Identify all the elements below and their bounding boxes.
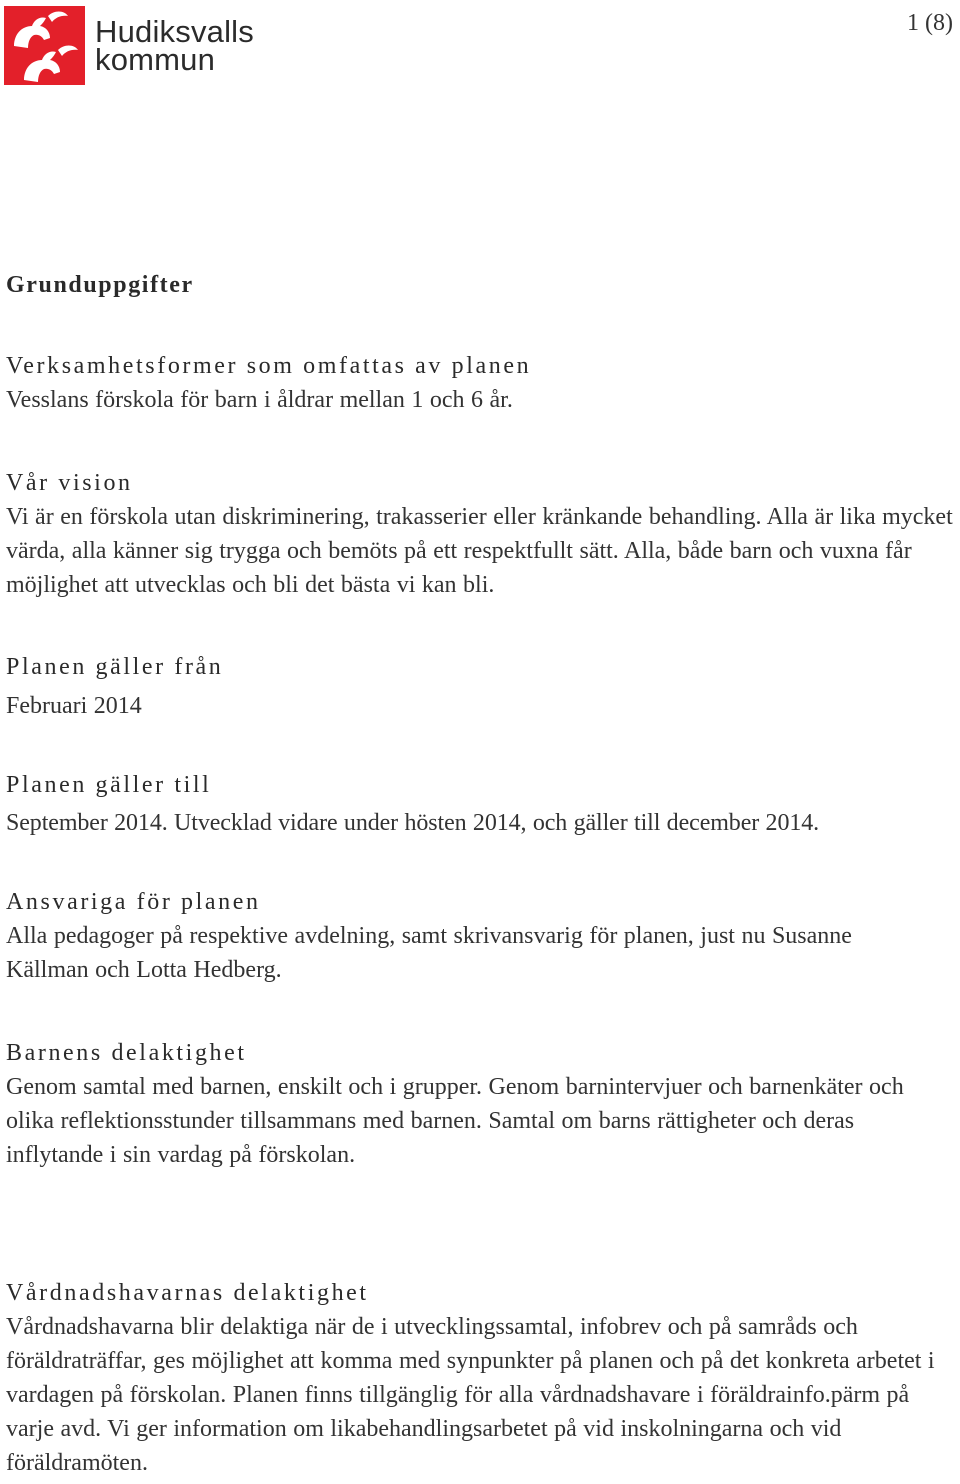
section-text: Alla pedagoger på respektive avdelning, samt skrivansvarig för planen, just nu Susanne Källman och Lotta Hedberg. xyxy=(6,923,852,983)
section-barnens-delaktighet xyxy=(6,1036,956,1172)
section-heading: Barnens delaktighet xyxy=(6,1040,247,1066)
logo-line-1: Hudiksvalls xyxy=(95,13,254,49)
section-planen-galler-fran xyxy=(6,650,956,723)
section-text: Vårdnadshavarna blir delaktiga när de i utvecklingssamtal, infobrev och på samråds och föräldraträffar, ges möjlighet att komma med synpunkter på planen och på det konkreta arbetet i vardagen på förskolan. Planen finns tillgänglig för alla vårdnadshavare i föräldrainfo.pärm på varje avd. Vi ger information om likabehandlingsarbetet på vid inskolningarna och vid föräldramöten. xyxy=(6,1314,935,1476)
section-text: Februari 2014 xyxy=(6,693,142,719)
section-heading: Ansvariga för planen xyxy=(6,889,261,915)
page-number: 1 (8) xyxy=(907,10,953,36)
section-heading: Planen gäller från xyxy=(6,654,224,680)
page-title: Grunduppgifter xyxy=(6,272,194,298)
section-heading: Planen gäller till xyxy=(6,772,212,798)
section-text: Vesslans förskola för barn i åldrar mellan 1 och 6 år. xyxy=(6,387,513,413)
section-ansvariga xyxy=(6,885,956,987)
section-planen-galler-till xyxy=(6,768,956,840)
section-vision xyxy=(6,466,956,602)
section-text: Genom samtal med barnen, enskilt och i grupper. Genom barnintervjuer och barnenkäter och olika reflektionsstunder tillsammans med barnen. Samtal om barns rättigheter och deras inflytande i sin vardag på förskolan. xyxy=(6,1074,904,1168)
section-text: Vi är en förskola utan diskriminering, trakasserier eller kränkande behandling. Alla är lika mycket värda, alla känner sig trygga och bemöts på ett respektfullt sätt. Alla, både barn och vuxna får möjlighet att utvecklas och bli det bästa vi kan bli. xyxy=(6,504,953,598)
section-verksamhetsformer xyxy=(6,349,956,417)
goat-emblem-icon xyxy=(4,6,85,85)
section-heading: Verksamhetsformer som omfattas av planen xyxy=(6,353,532,379)
logo-wordmark xyxy=(95,13,254,77)
section-vardnadshavarnas-delaktighet xyxy=(6,1276,956,1480)
hudiksvall-logo xyxy=(4,6,254,85)
section-heading: Vår vision xyxy=(6,470,133,496)
section-text: September 2014. Utvecklad vidare under hösten 2014, och gäller till december 2014. xyxy=(6,810,820,836)
section-heading: Vårdnadshavarnas delaktighet xyxy=(6,1280,369,1306)
logo-line-2: kommun xyxy=(95,41,216,77)
